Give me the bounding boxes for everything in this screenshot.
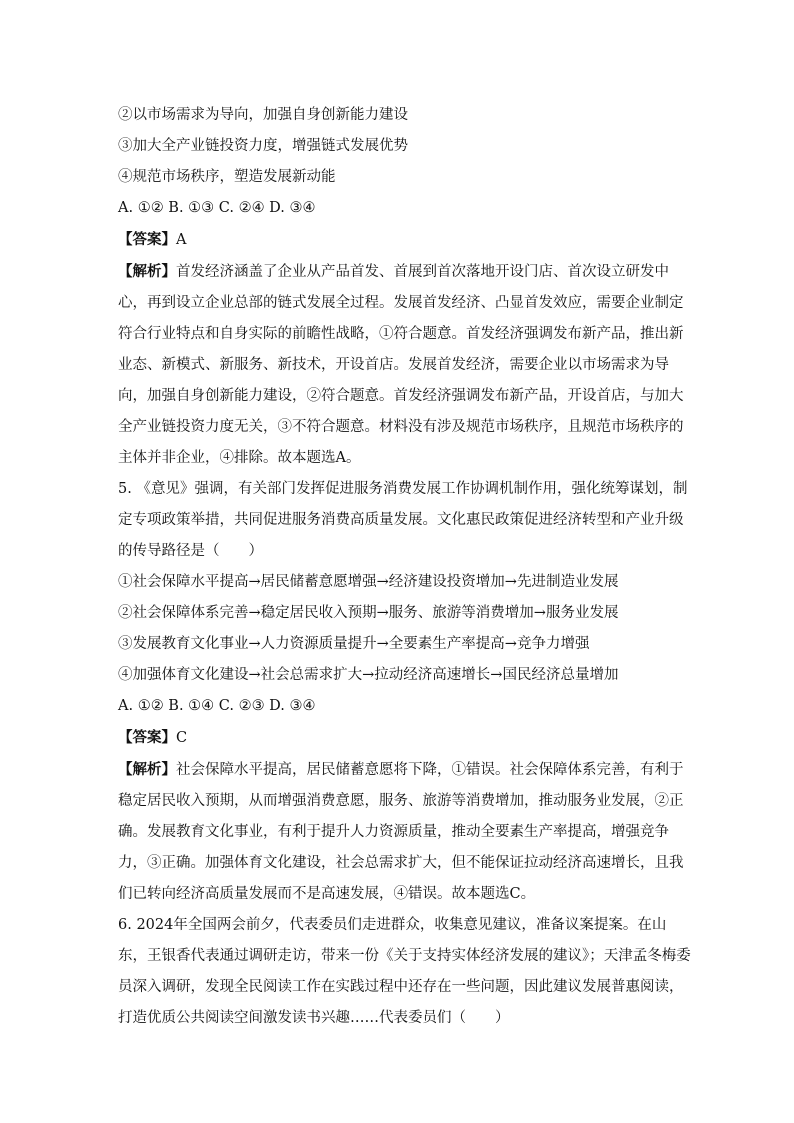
q4-option-4: ④规范市场秩序，塑造发展新动能 xyxy=(118,169,336,185)
q5-option-3: ③发展教育文化事业→人力资源质量提升→全要素生产率提高→竞争力增强 xyxy=(118,636,590,652)
q5-answer-tag: 【答案】 xyxy=(118,729,176,746)
q6-stem: 6. 2024年全国两会前夕，代表委员们走进群众，收集意见建议，准备议案提案。在山东，王银香代表通过调研走访，带来一份《关于支持实体经济发展的建议》；天津孟冬梅委员深入调研，发现全民阅读工作在实践过程中还存在一些问题，因此建议发展普惠阅读，打造优质公共阅读空间激发读书兴趣……代表委员们（ ） xyxy=(118,917,691,1026)
q4-choices: A. ①② B. ①③ C. ②④ D. ③④ xyxy=(118,200,316,216)
q5-option-1: ①社会保障水平提高→居民储蓄意愿增强→经济建设投资增加→先进制造业发展 xyxy=(118,574,619,590)
q5-stem: 5. 《意见》强调，有关部门发挥促进服务消费发展工作协调机制作用，强化统筹谋划，制定专项政策举措，共同促进服务消费高质量发展。文化惠民政策促进经济转型和产业升级的传导路径是（ ） xyxy=(118,481,688,559)
q5-answer-value: C xyxy=(176,730,188,746)
q5-option-2: ②社会保障体系完善→稳定居民收入预期→服务、旅游等消费增加→服务业发展 xyxy=(118,605,619,621)
q5-answer xyxy=(118,722,694,754)
q4-option-2: ②以市场需求为导向，加强自身创新能力建设 xyxy=(118,107,408,123)
q5-analysis-tag: 【解析】 xyxy=(118,761,176,778)
q5-analysis xyxy=(118,754,694,910)
q4-analysis-text: 首发经济涵盖了企业从产品首发、首展到首次落地开设门店、首次设立研发中心，再到设立企业总部的链式发展全过程。发展首发经济、凸显首发效应，需要企业制定符合行业特点和自身实际的前瞻性战略，①符合题意。首发经济强调发布新产品，推出新业态、新模式、新服务、新技术，开设首店。发展首发经济，需要企业以市场需求为导向，加强自身创新能力建设，②符合题意。首发经济强调发布新产品，开设首店，与加大全产业链投资力度无关，③不符合题意。材料没有涉及规范市场秩序，且规范市场秩序的主体并非企业，④排除。故本题选A。 xyxy=(118,264,684,466)
q5-choices: A. ①② B. ①④ C. ②③ D. ③④ xyxy=(118,698,316,714)
q4-analysis xyxy=(118,256,694,474)
q4-answer xyxy=(118,224,694,256)
q5-analysis-text: 社会保障水平提高，居民储蓄意愿将下降，①错误。社会保障体系完善，有利于稳定居民收入预期，从而增强消费意愿，服务、旅游等消费增加，推动服务业发展，②正确。发展教育文化事业，有利于提升人力资源质量，推动全要素生产率提高，增强竞争力，③正确。加强体育文化建设，社会总需求扩大，但不能保证拉动经济高速增长，且我们已转向经济高质量发展而不是高速发展，④错误。故本题选C。 xyxy=(118,762,684,902)
q4-analysis-tag: 【解析】 xyxy=(118,263,176,280)
q4-option-3: ③加大全产业链投资力度，增强链式发展优势 xyxy=(118,138,408,154)
q4-answer-tag: 【答案】 xyxy=(118,231,176,248)
q4-answer-value: A xyxy=(176,232,187,248)
q5-option-4: ④加强体育文化建设→社会总需求扩大→拉动经济高速增长→国民经济总量增加 xyxy=(118,667,619,683)
